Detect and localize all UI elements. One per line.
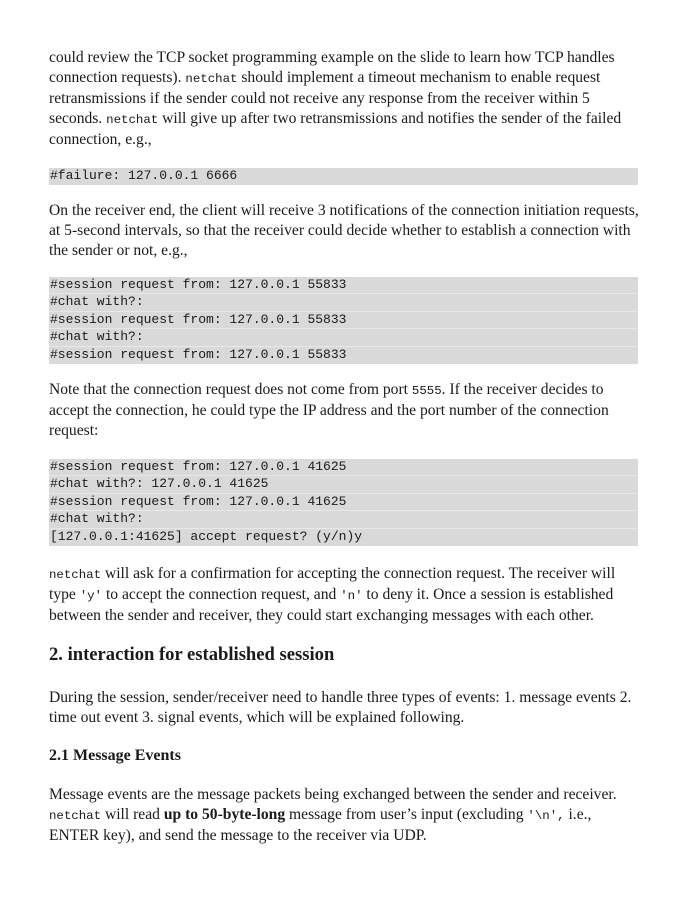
document-page [49,48,639,846]
code-line: #chat with?: [49,294,638,312]
code-block-session-requests [49,277,638,364]
text: Message events are the message packets being exchanged between the sender and receiver. [49,785,617,803]
paragraph-message-events [49,785,639,846]
text: message from user’s input (excluding [285,805,528,823]
code-inline: netchat [49,808,102,823]
code-line: #chat with?: [49,329,638,347]
text: will give up after two retransmissions and notifies the sender of the failed connection, e.g., [49,110,622,148]
code-line: #session request from: 127.0.0.1 41625 [49,494,638,512]
text: to deny it. Once a session is established between the sender and receiver, they could start exchanging messages with each other. [49,585,614,624]
code-line: #session request from: 127.0.0.1 41625 [49,459,638,477]
code-inline: 'y' [79,588,103,603]
code-inline: netchat [49,567,102,582]
code-inline: '\n', [527,808,565,823]
section-heading: 2. interaction for established session [49,643,335,665]
text: will read [101,805,164,823]
paragraph-session-events: During the session, sender/receiver need to handle three types of events: 1. message events 2. time out event 3. signal events, which will be explained following. [49,688,632,726]
code-line: #chat with?: 127.0.0.1 41625 [49,476,638,494]
code-line: #session request from: 127.0.0.1 55833 [49,277,638,295]
text: to accept the connection request, and [102,585,341,603]
text: will ask for a confirmation for accepting the connection request. The receiver will type [49,564,616,603]
code-inline: 5555 [411,383,442,398]
code-block-failure [49,168,638,185]
code-line: #chat with?: [49,511,638,529]
paragraph-timeout [49,48,639,150]
code-line: #session request from: 127.0.0.1 55833 [50,346,347,362]
code-line: #failure: 127.0.0.1 6666 [50,168,238,183]
paragraph-receiver-end: On the receiver end, the client will receive 3 notifications of the connection initiation requests, at 5-second intervals, so that the receiver could decide whether to establish a connection with the sender or not, e.g., [49,201,639,259]
code-inline: netchat [106,113,159,127]
subsection-heading: 2.1 Message Events [49,746,181,764]
code-inline: 'n' [340,588,363,603]
code-line: [127.0.0.1:41625] accept request? (y/n)y [50,528,363,544]
text: could review the TCP socket programming example on the slide to learn how TCP handles connection requests). [49,49,615,86]
text: . If the receiver decides to accept the connection, he could type the IP address and the port number of the connection request: [49,380,609,439]
paragraph-port-note [49,380,639,441]
code-block-accept [49,459,638,546]
code-line: #session request from: 127.0.0.1 55833 [49,312,638,330]
bold-text: up to 50-byte-long [163,805,286,823]
paragraph-confirmation [49,564,639,626]
text: Note that the connection request does not come from port [49,380,412,398]
code-inline: netchat [185,72,238,86]
text: i.e., ENTER key), and send the message to the receiver via UDP. [49,805,592,844]
text: should implement a timeout mechanism to enable request retransmissions if the sender could not receive any response from the receiver within 5 seconds. [49,69,601,127]
